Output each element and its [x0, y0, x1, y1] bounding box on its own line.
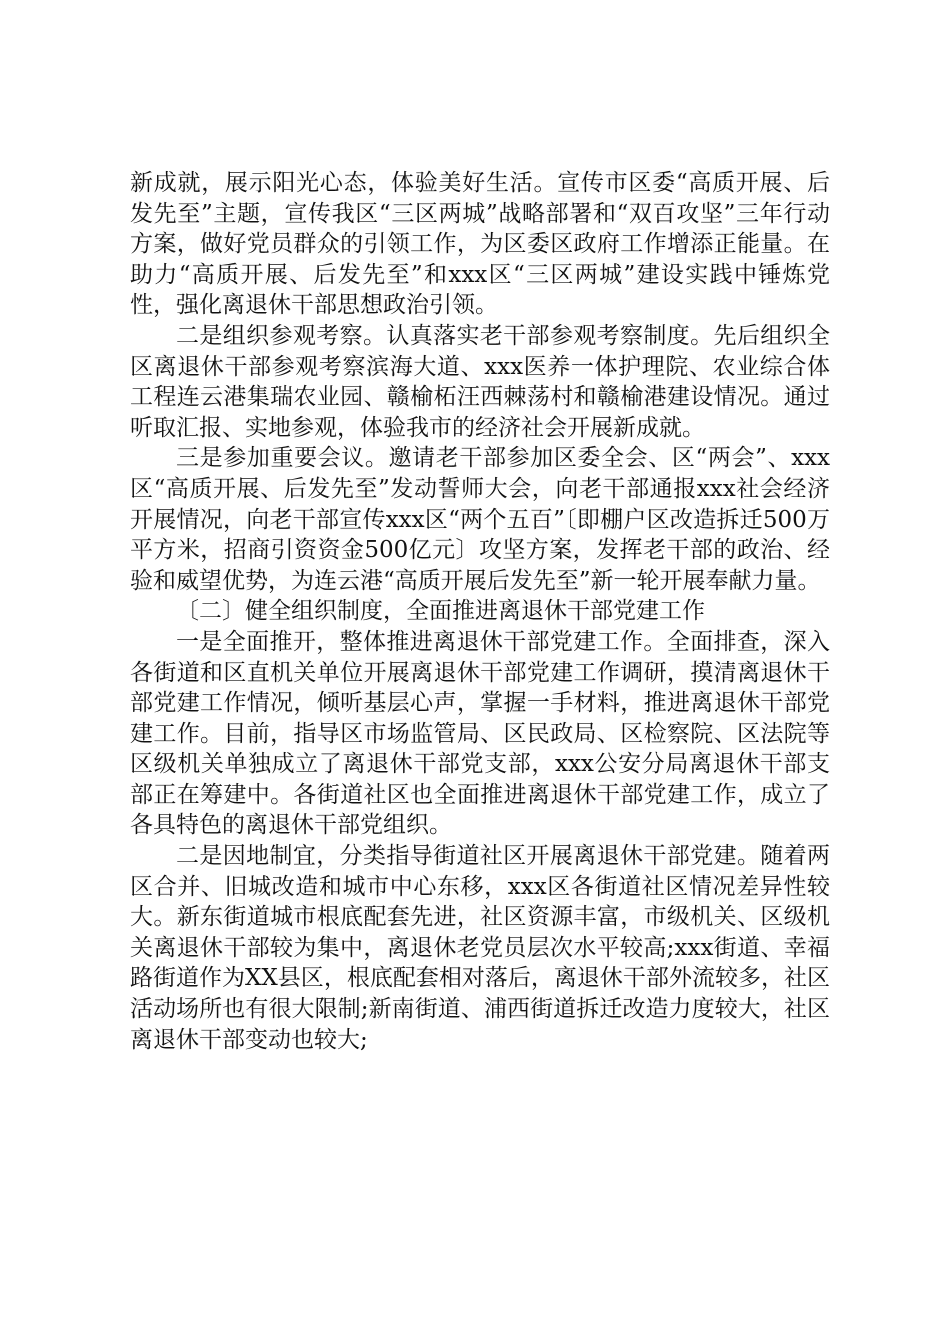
- paragraph-1: 新成就，展示阳光心态，体验美好生活。宣传市区委“高质开展、后发先至”主题，宣传我区“三区两城”战略部署和“双百攻坚”三年行动方案，做好党员群众的引领工作，为区委区政府工作增添正能量。在助力“高质开展、后发先至”和xxx区“三区两城”建设实践中锤炼党性，强化离退休干部思想政治引领。: [130, 170, 830, 319]
- paragraph-3: 三是参加重要会议。邀请老干部参加区委全会、区“两会”、xxx区“高质开展、后发先至”发动誓师大会，向老干部通报xxx社会经济开展情况，向老干部宣传xxx区“两个五百”〔即棚户区改造拆迁500万平方米，招商引资资金500亿元〕攻坚方案，发挥老干部的政治、经验和威望优势，为连云港“高质开展后发先至”新一轮开展奉献力量。: [130, 445, 830, 594]
- paragraph-6: 二是因地制宜，分类指导街道社区开展离退休干部党建。随着两区合并、旧城改造和城市中心东移，xxx区各街道社区情况差异性较大。新东街道城市根底配套先进，社区资源丰富，市级机关、区级机关离退休干部较为集中，离退休老党员层次水平较高;xxx街道、幸福路街道作为XX县区，根底配套相对落后，离退休干部外流较多，社区活动场所也有很大限制;新南街道、浦西街道拆迁改造力度较大，社区离退休干部变动也较大;: [130, 843, 830, 1053]
- paragraph-2: 二是组织参观考察。认真落实老干部参观考察制度。先后组织全区离退休干部参观考察滨海大道、xxx医养一体护理院、农业综合体工程连云港集瑞农业园、赣榆柘汪西棘荡村和赣榆港建设情况。通过听取汇报、实地参观，体验我市的经济社会开展新成就。: [130, 322, 830, 441]
- section-heading: 〔二〕健全组织制度，全面推进离退休干部党建工作: [176, 598, 705, 625]
- paragraph-5: 一是全面推开，整体推进离退休干部党建工作。全面排查，深入各街道和区直机关单位开展离退休干部党建工作调研，摸清离退休干部党建工作情况，倾听基层心声，掌握一手材料，推进离退休干部党建工作。目前，指导区市场监管局、区民政局、区检察院、区法院等区级机关单独成立了离退休干部党支部，xxx公安分局离退休干部支部正在筹建中。各街道社区也全面推进离退休干部党建工作，成立了各具特色的离退休干部党组织。: [130, 628, 830, 839]
- document-body: [130, 168, 830, 1055]
